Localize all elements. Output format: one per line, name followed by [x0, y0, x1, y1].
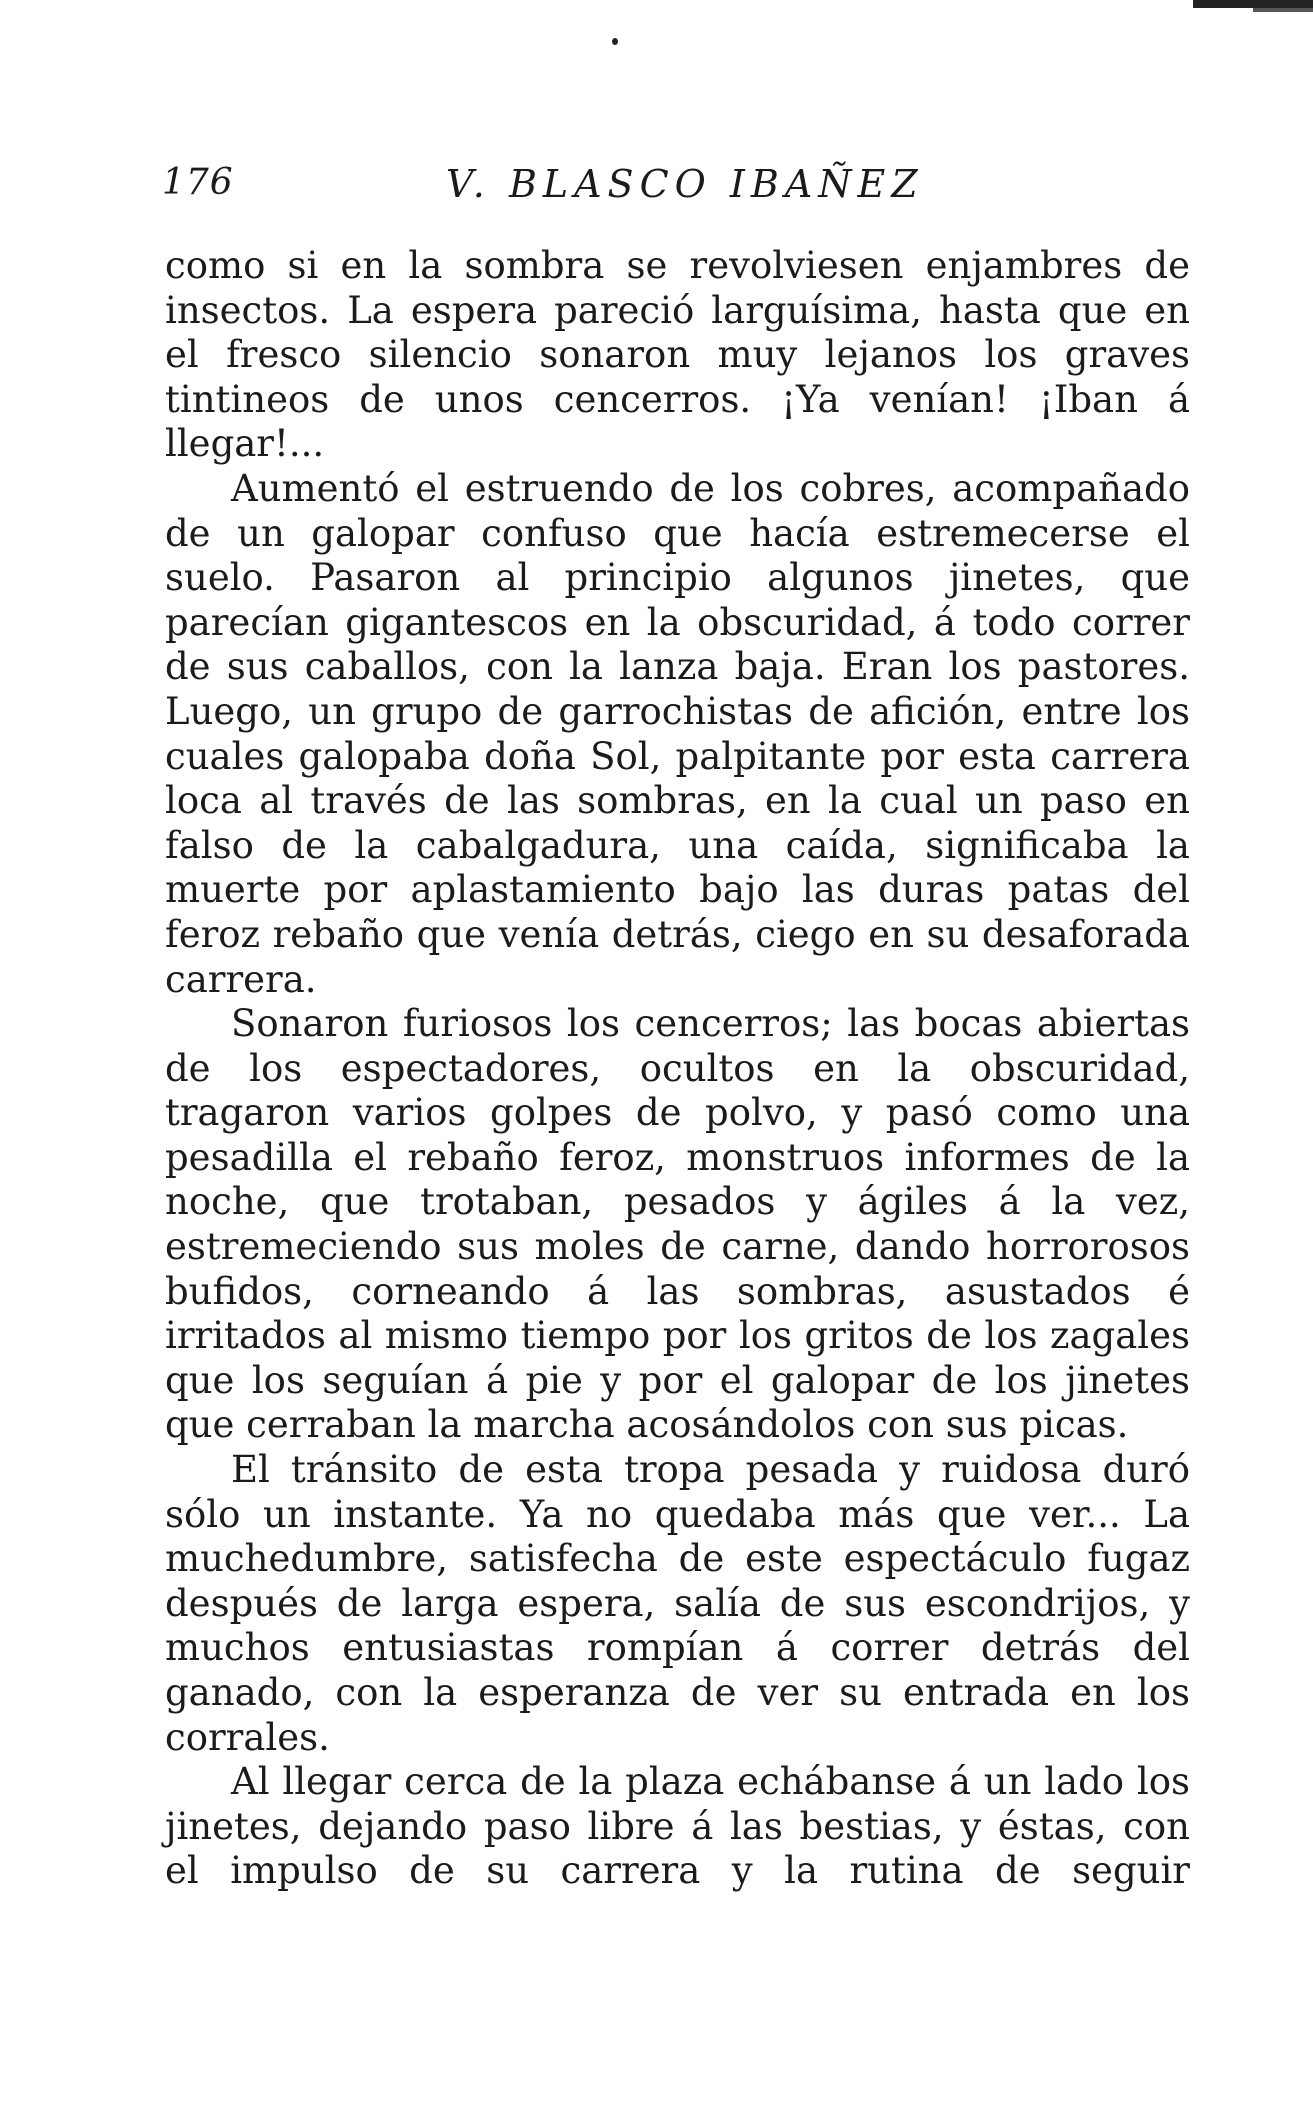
page-number: 176 — [162, 162, 234, 203]
paragraph: Sonaron furiosos los cencerros; las bocas abiertas de los espectadores, ocultos en la obscuridad, tragaron varios golpes de polvo, y pasó como una pesadilla el rebaño feroz, monstruos informes de la noche, que trotaban, pesados y ágiles á la vez, estremeciendo sus moles de carne, dando horrorosos bufidos, corneando á las sombras, asustados é irritados al mismo tiempo por los gritos de los zagales que los seguían á pie y por el galopar de los jinetes que cerraban la marcha acosándolos con sus picas. — [165, 1002, 1190, 1447]
scan-edge-mark-secondary — [1253, 8, 1313, 12]
paragraph-continues: Al llegar cerca de la plaza echábanse á un lado los jinetes, dejando paso libre á las bestias, y éstas, con el impulso de su carrera y la rutina de seguir — [165, 1760, 1190, 1893]
body-text — [165, 244, 1190, 1894]
paragraph-continuation: como si en la sombra se revolviesen enjambres de insectos. La espera pareció larguísima, hasta que en el fresco silencio sonaron muy lejanos los graves tintineos de unos cencerros. ¡Ya venían! ¡Iban á llegar!... — [165, 244, 1190, 466]
page-header — [162, 158, 1192, 218]
paragraph: Aumentó el estruendo de los cobres, acompañado de un galopar confuso que hacía estremecerse el suelo. Pasaron al principio algunos jinetes, que parecían gigantescos en la obscuridad, á todo correr de sus caballos, con la lanza baja. Eran los pastores. Luego, un grupo de garrochistas de afición, entre los cuales galopaba doña Sol, palpitante por esta carrera loca al través de las sombras, en la cual un paso en falso de la cabalgadura, una caída, significaba la muerte por aplastamiento bajo las duras patas del feroz rebaño que venía detrás, ciego en su desaforada carrera. — [165, 466, 1190, 1001]
scan-edge-mark — [1193, 0, 1313, 8]
paragraph: El tránsito de esta tropa pesada y ruidosa duró sólo un instante. Ya no quedaba más que ver... La muchedumbre, satisfecha de este espectáculo fugaz después de larga espera, salía de sus escondrijos, y muchos entusiastas rompían á correr detrás del ganado, con la esperanza de ver su entrada en los corrales. — [165, 1448, 1190, 1759]
scan-speck — [612, 38, 618, 45]
running-head: V. BLASCO IBAÑEZ — [446, 162, 924, 206]
